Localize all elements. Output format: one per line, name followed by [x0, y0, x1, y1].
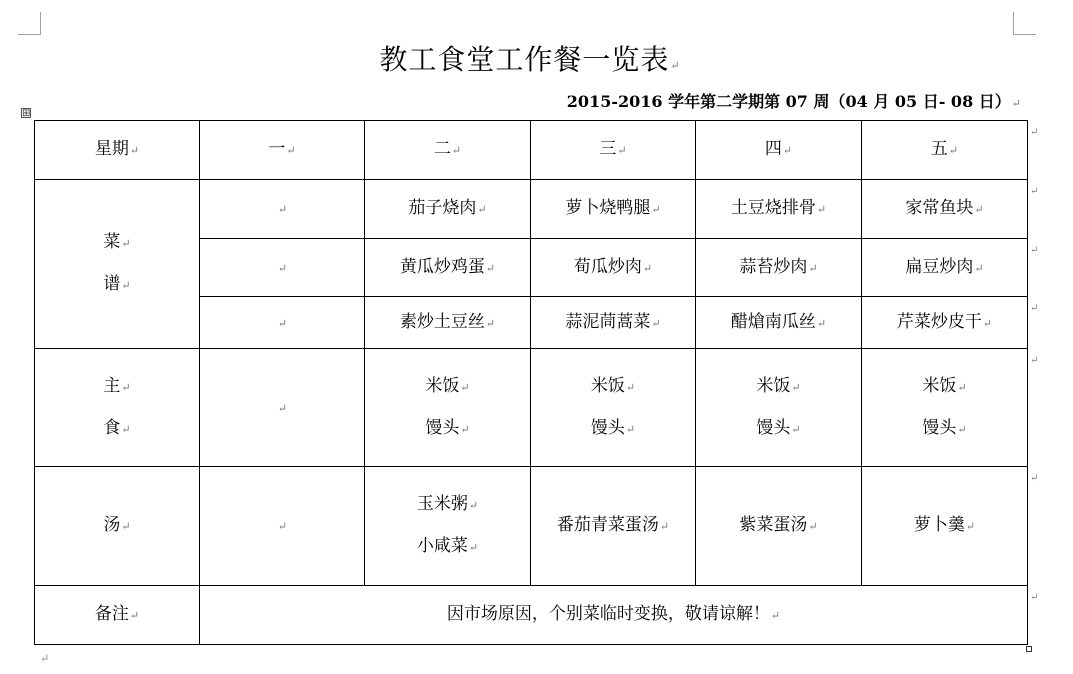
table-resize-handle[interactable]	[1026, 646, 1032, 652]
crop-mark-top-right	[1013, 12, 1036, 35]
dish-cell: 芹菜炒皮干↵	[862, 297, 1028, 349]
dish-cell: ↵	[200, 239, 365, 297]
day-header-cell: 五↵	[862, 121, 1028, 180]
dish-cell: 茄子烧肉↵	[365, 180, 531, 239]
remarks-label-cell: 备注↵	[35, 586, 200, 645]
staple-cell: ↵	[200, 349, 365, 467]
row-end-mark: ↵	[1030, 245, 1039, 256]
header-row	[35, 121, 1028, 180]
soup-row	[35, 467, 1028, 586]
day-header-cell: 四↵	[696, 121, 862, 180]
row-end-mark: ↵	[1030, 355, 1039, 366]
staple-cell: 米饭↵ 馒头↵	[531, 349, 696, 467]
soup-cell: 番茄青菜蛋汤↵	[531, 467, 696, 586]
soup-cell: 玉米粥↵ 小咸菜↵	[365, 467, 531, 586]
staple-cell: 米饭↵ 馒头↵	[862, 349, 1028, 467]
staple-cell: 米饭↵ 馒头↵	[365, 349, 531, 467]
document-end-mark: ↵	[40, 652, 50, 665]
header-label-cell: 星期↵	[35, 121, 200, 180]
menu-table	[34, 120, 1028, 645]
row-end-mark: ↵	[1030, 186, 1039, 197]
dish-cell: ↵	[200, 180, 365, 239]
dish-row	[35, 180, 1028, 239]
dish-cell: 家常鱼块↵	[862, 180, 1028, 239]
soup-cell: 萝卜羹↵	[862, 467, 1028, 586]
staple-cell: 米饭↵ 馒头↵	[696, 349, 862, 467]
dish-cell: 萝卜烧鸭腿↵	[531, 180, 696, 239]
row-end-mark: ↵	[1030, 303, 1039, 314]
dish-cell: 土豆烧排骨↵	[696, 180, 862, 239]
week-subtitle: 2015-2016 学年第二学期第 07 周（04 月 05 日- 08 日）↵	[566, 92, 1021, 111]
remarks-text-cell: 因市场原因，个别菜临时变换，敬请谅解！↵	[200, 586, 1028, 645]
soup-cell: 紫菜蛋汤↵	[696, 467, 862, 586]
day-header-cell: 二↵	[365, 121, 531, 180]
table-move-handle[interactable]: ⊞	[22, 108, 31, 119]
dish-cell: 素炒土豆丝↵	[365, 297, 531, 349]
dish-cell: ↵	[200, 297, 365, 349]
dishes-label-cell: 菜↵ 谱↵	[35, 180, 200, 349]
day-header-cell: 一↵	[200, 121, 365, 180]
dish-cell: 黄瓜炒鸡蛋↵	[365, 239, 531, 297]
row-end-mark: ↵	[1030, 473, 1039, 484]
row-end-mark: ↵	[1030, 127, 1039, 138]
dish-cell: 蒜泥茼蒿菜↵	[531, 297, 696, 349]
soup-cell: ↵	[200, 467, 365, 586]
dish-cell: 扁豆炒肉↵	[862, 239, 1028, 297]
crop-mark-top-left	[18, 12, 41, 35]
dish-cell: 蒜苔炒肉↵	[696, 239, 862, 297]
staple-label-cell: 主↵ 食↵	[35, 349, 200, 467]
dish-cell: 醋熗南瓜丝↵	[696, 297, 862, 349]
dish-cell: 荀瓜炒肉↵	[531, 239, 696, 297]
day-header-cell: 三↵	[531, 121, 696, 180]
staple-row	[35, 349, 1028, 467]
soup-label-cell: 汤↵	[35, 467, 200, 586]
remarks-row	[35, 586, 1028, 645]
document-title: 教工食堂工作餐一览表↵	[379, 43, 681, 76]
row-end-mark: ↵	[1030, 592, 1039, 603]
